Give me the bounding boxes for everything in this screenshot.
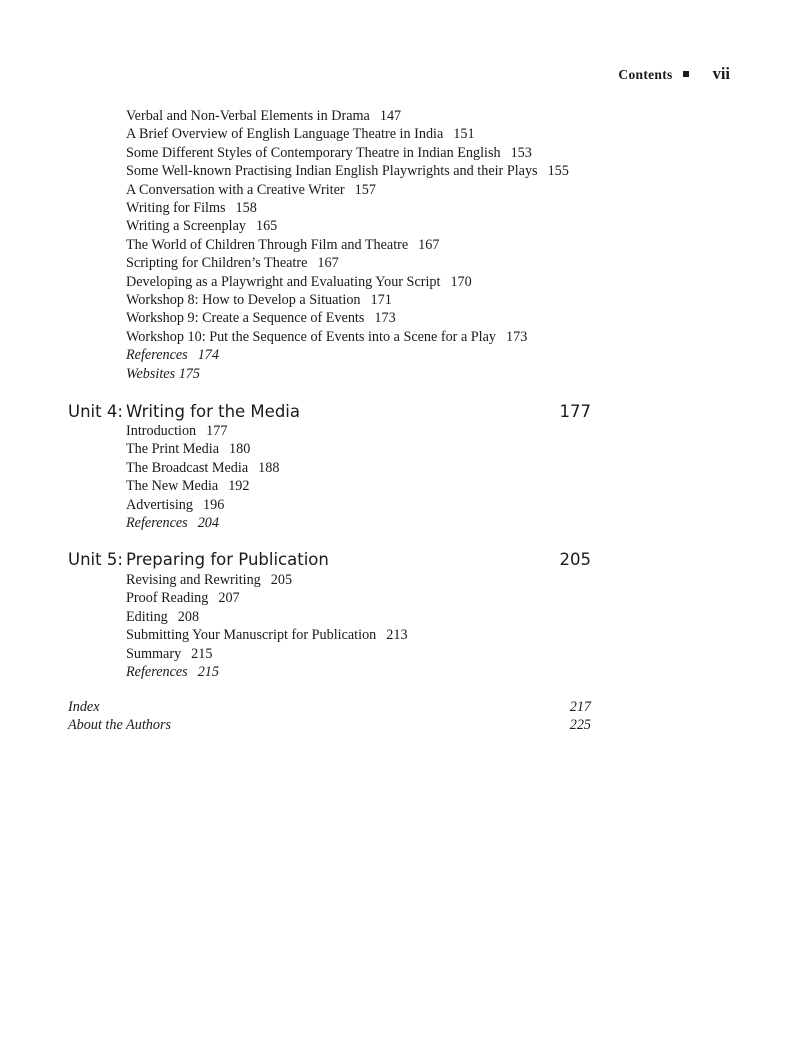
toc-entry-websites[interactable]: Websites 175 xyxy=(126,365,200,382)
toc-entry[interactable]: Editing 208 xyxy=(126,608,200,625)
unit5-title: Preparing for Publication xyxy=(126,550,329,569)
unit4-page: 177 xyxy=(559,402,591,421)
toc-entry-about-authors[interactable]: About the Authors 225 xyxy=(68,717,591,734)
unit4-label: Unit 4: xyxy=(68,402,123,421)
toc-entry[interactable]: Proof Reading 207 xyxy=(126,590,240,607)
square-bullet-icon xyxy=(683,71,689,77)
toc-entry[interactable]: Workshop 10: Put the Sequence of Events into a Scene for a Play 173 xyxy=(126,328,528,345)
toc-entry[interactable]: Scripting for Children’s Theatre 167 xyxy=(126,255,339,272)
toc-entry[interactable]: The Print Media 180 xyxy=(126,441,251,458)
toc-entry[interactable]: Revising and Rewriting 205 xyxy=(126,572,293,588)
toc-entry-references[interactable]: References 174 xyxy=(126,347,219,364)
toc-entry[interactable]: Writing for Films 158 xyxy=(126,200,257,217)
toc-entry[interactable]: Some Well-known Practising Indian English Playwrights and their Plays 155 xyxy=(126,163,569,180)
running-header-title: Contents xyxy=(618,67,673,82)
running-header xyxy=(618,64,730,84)
toc-entry-references[interactable]: References 215 xyxy=(126,664,219,681)
toc-entry[interactable]: Some Different Styles of Contemporary Theatre in Indian English 153 xyxy=(126,144,532,161)
toc-entry[interactable]: A Conversation with a Creative Writer 157 xyxy=(126,181,376,198)
unit5-label: Unit 5: xyxy=(68,550,123,569)
toc-entry[interactable]: The Broadcast Media 188 xyxy=(126,459,280,476)
backmatter xyxy=(68,698,591,735)
toc-entry-references[interactable]: References 204 xyxy=(126,515,219,532)
toc-entry[interactable]: A Brief Overview of English Language Theatre in India 151 xyxy=(126,126,475,143)
unit4-entries xyxy=(126,422,279,532)
toc-entry[interactable]: Workshop 9: Create a Sequence of Events 173 xyxy=(126,310,396,327)
toc-entry[interactable]: Workshop 8: How to Develop a Situation 171 xyxy=(126,292,392,309)
toc-entry[interactable]: The World of Children Through Film and Theatre 167 xyxy=(126,236,440,253)
toc-entry[interactable]: Advertising 196 xyxy=(126,496,225,513)
toc-entry[interactable]: Verbal and Non-Verbal Elements in Drama 147 xyxy=(126,108,402,124)
unit5-entries xyxy=(126,571,408,681)
unit5-page: 205 xyxy=(559,550,591,569)
toc-entry[interactable]: Summary 215 xyxy=(126,645,213,662)
page-number: vii xyxy=(712,64,730,83)
toc-entry[interactable]: Submitting Your Manuscript for Publication 213 xyxy=(126,627,408,644)
unit4-title: Writing for the Media xyxy=(126,402,300,421)
toc-entry[interactable]: Introduction 177 xyxy=(126,423,228,439)
unit3-entries xyxy=(126,107,569,383)
toc-entry[interactable]: The New Media 192 xyxy=(126,478,250,495)
unit5-heading[interactable] xyxy=(68,550,591,570)
toc-entry[interactable]: Developing as a Playwright and Evaluating Your Script 170 xyxy=(126,273,472,290)
toc-entry[interactable]: Writing a Screenplay 165 xyxy=(126,218,278,235)
unit4-heading[interactable] xyxy=(68,402,591,422)
toc-entry-index[interactable]: Index 217 xyxy=(68,699,591,715)
